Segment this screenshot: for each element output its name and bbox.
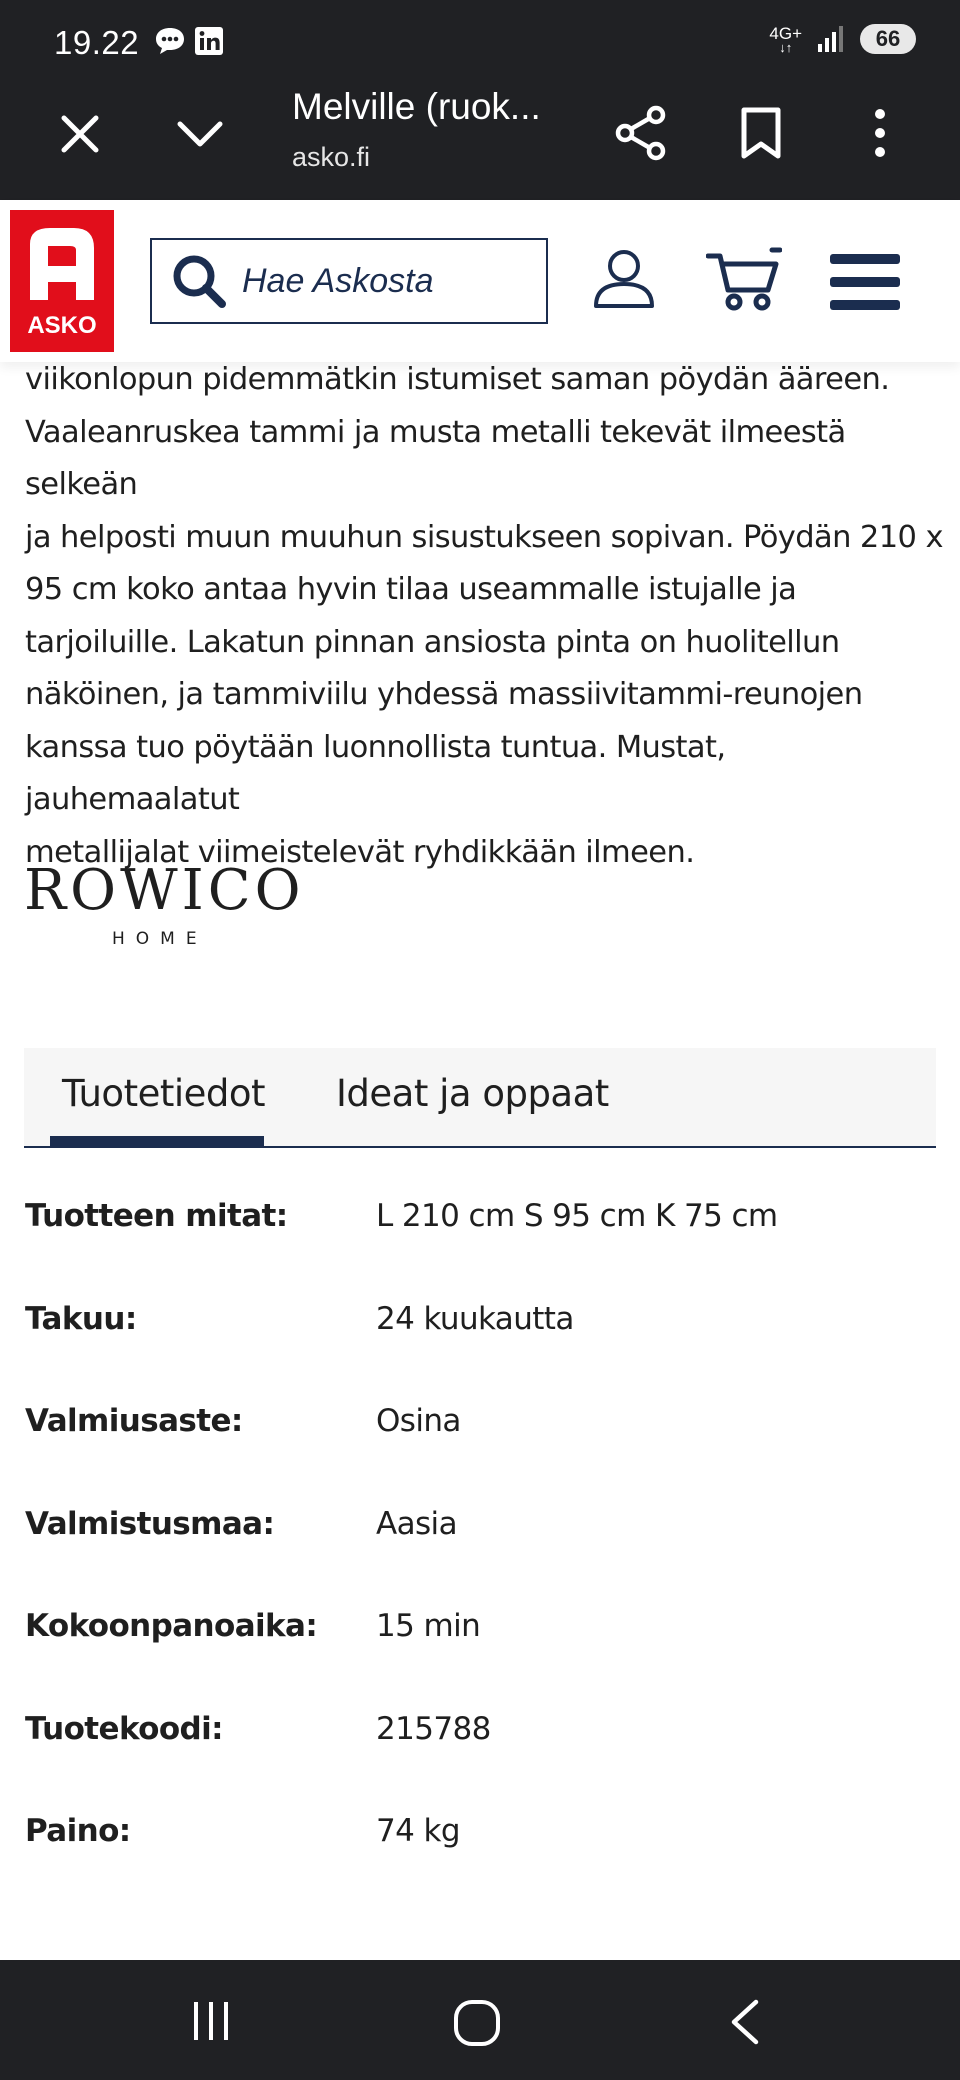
spec-table bbox=[25, 1198, 937, 1916]
spec-row bbox=[25, 1608, 937, 1711]
description-line: 95 cm koko antaa hyvin tilaa useammalle istujalle ja bbox=[25, 572, 797, 607]
spec-value: 215788 bbox=[376, 1710, 491, 1747]
page-domain[interactable]: asko.fi bbox=[292, 142, 371, 172]
spec-label: Valmiusaste: bbox=[25, 1403, 243, 1439]
network-indicator bbox=[769, 25, 802, 54]
search-box[interactable] bbox=[150, 238, 548, 324]
chat-bubble-icon bbox=[154, 26, 186, 56]
linkedin-icon bbox=[194, 26, 224, 56]
spec-row bbox=[25, 1711, 937, 1814]
description-line: metallijalat viimeistelevät ryhdikkään ilmeen. bbox=[25, 834, 695, 870]
description-line: näköinen, ja tammiviilu yhdessä massiivitammi-reunojen bbox=[25, 677, 863, 712]
back-icon[interactable] bbox=[722, 1994, 768, 2050]
spec-row bbox=[25, 1813, 937, 1916]
spec-label: Tuotekoodi: bbox=[25, 1710, 223, 1747]
recent-apps-icon[interactable] bbox=[186, 1996, 236, 2046]
asko-logo[interactable] bbox=[10, 210, 114, 352]
spec-label: Valmistusmaa: bbox=[25, 1505, 275, 1542]
brand-sub: HOME bbox=[112, 929, 208, 949]
spec-value: 74 kg bbox=[376, 1813, 460, 1849]
network-label: 4G+ bbox=[769, 23, 802, 43]
signal-icon bbox=[816, 24, 846, 54]
site-header bbox=[0, 200, 960, 362]
spec-value: L 210 cm S 95 cm K 75 cm bbox=[376, 1198, 778, 1234]
spec-row bbox=[25, 1506, 937, 1609]
spec-label: Paino: bbox=[25, 1813, 131, 1849]
notification-icons bbox=[154, 26, 224, 56]
page-title[interactable]: Melville (ruok... bbox=[292, 86, 541, 127]
spec-label: Kokoonpanoaika: bbox=[25, 1608, 318, 1644]
brand-logo[interactable] bbox=[24, 858, 305, 949]
spec-row bbox=[25, 1403, 937, 1506]
product-description bbox=[25, 354, 945, 879]
asko-logo-mark-icon bbox=[10, 214, 114, 314]
tab-ideat-ja-oppaat[interactable]: Ideat ja oppaat bbox=[336, 1072, 609, 1115]
spec-row bbox=[25, 1301, 937, 1404]
description-line: Vaaleanruskea tammi ja musta metalli tekevät ilmeestä selkeän bbox=[25, 414, 846, 502]
description-line: tarjoiluille. Lakatun pinnan ansiosta pinta on huolitellun bbox=[25, 624, 840, 660]
spec-value: Osina bbox=[376, 1403, 461, 1439]
brand-name: ROWICO bbox=[24, 858, 305, 923]
spec-value: 24 kuukautta bbox=[376, 1300, 574, 1337]
battery-indicator: 66 bbox=[860, 24, 916, 54]
close-icon[interactable] bbox=[52, 106, 108, 162]
status-time: 19.22 bbox=[54, 24, 140, 61]
browser-toolbar bbox=[0, 0, 960, 200]
description-line: ja helposti muun muuhun sisustukseen sopivan. Pöydän 210 x bbox=[25, 519, 943, 555]
system-nav-bar bbox=[0, 1960, 960, 2080]
home-icon[interactable] bbox=[450, 1994, 506, 2050]
spec-label: Takuu: bbox=[25, 1300, 137, 1337]
spec-label: Tuotteen mitat: bbox=[25, 1198, 288, 1234]
search-icon[interactable] bbox=[168, 250, 230, 312]
share-icon[interactable] bbox=[612, 104, 670, 162]
data-arrows-icon: ↓↑ bbox=[779, 39, 793, 55]
product-tabs bbox=[24, 1048, 936, 1148]
more-vertical-icon[interactable] bbox=[856, 104, 904, 162]
description-line: kanssa tuo pöytään luonnollista tuntua. Mustat, jauhemaalatut bbox=[25, 729, 726, 817]
bookmark-icon[interactable] bbox=[734, 104, 788, 162]
logo-text: ASKO bbox=[27, 312, 97, 339]
user-icon[interactable] bbox=[590, 246, 658, 312]
hamburger-menu-icon[interactable] bbox=[828, 252, 902, 312]
chevron-down-icon[interactable] bbox=[172, 106, 228, 162]
spec-row bbox=[25, 1198, 937, 1301]
status-right bbox=[769, 24, 916, 54]
cart-icon[interactable] bbox=[706, 246, 782, 312]
active-tab-indicator bbox=[50, 1136, 264, 1148]
spec-value: Aasia bbox=[376, 1505, 457, 1542]
description-line: viikonlopun pidemmätkin istumiset saman pöydän ääreen. bbox=[25, 362, 890, 397]
search-input[interactable] bbox=[242, 262, 522, 301]
tab-tuotetiedot[interactable]: Tuotetiedot bbox=[62, 1072, 266, 1115]
spec-value: 15 min bbox=[376, 1608, 481, 1644]
